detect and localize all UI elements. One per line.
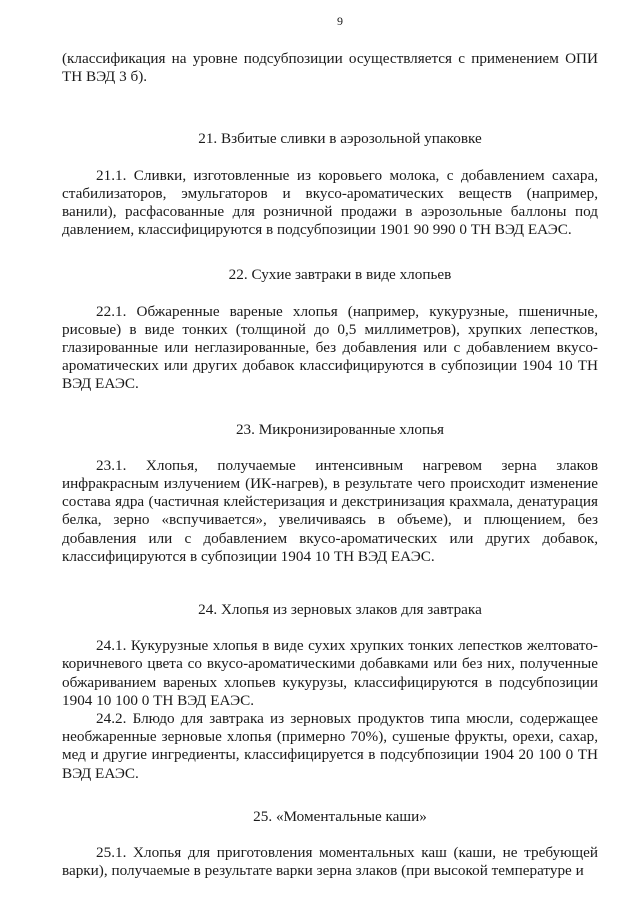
section-21-heading: 21. Взбитые сливки в аэрозольной упаковке bbox=[198, 130, 482, 148]
paragraph-23-1: 23.1. Хлопья, получаемые интенсивным нагревом зерна злаков инфракрасным излучением (ИК-нагрев), в результате чего происходит изменение состава ядра (частичная клейстеризация и декстринизация крахмала, денатурация белка, зерно «вспучивается», увеличиваясь в объеме), и плющением, без добавления или с добавлением вкусо-ароматических или других добавок, классифицируются в субпозиции 1904 10 ТН ВЭД ЕАЭС. bbox=[62, 456, 598, 565]
paragraph-24-2: 24.2. Блюдо для завтрака из зерновых продуктов типа мюсли, содержащее необжаренные зерновые хлопья (примерно 70%), сушеные фрукты, орехи, сахар, мед и другие ингредиенты, классифицируется в подсубпозиции 1904 20 100 0 ТН ВЭД ЕАЭС. bbox=[62, 710, 598, 782]
paragraph-21-1: 21.1. Сливки, изготовленные из коровьего молока, с добавлением сахара, стабилизаторов, эмульгаторов и вкусо-ароматических веществ (например, ванили), расфасованные для розничной продажи в аэрозольные баллоны под давлением, классифицируются в подсубпозиции 1901 90 990 0 ТН ВЭД ЕАЭС. bbox=[62, 166, 598, 239]
section-24-heading: 24. Хлопья из зерновых злаков для завтрака bbox=[198, 601, 482, 619]
paragraph-25-1: 25.1. Хлопья для приготовления моментальных каш (каши, не требующей варки), получаемые в результате варки зерна злаков (при высокой температуре и bbox=[62, 844, 598, 880]
paragraph-22-1: 22.1. Обжаренные вареные хлопья (например, кукурузные, пшеничные, рисовые) в виде тонких (толщиной до 0,5 миллиметров), хрупких лепестков, глазированные или неглазированные, без добавления или с добавлением вкусо-ароматических или других добавок классифицируются в субпозиции 1904 10 ТН ВЭД ЕАЭС. bbox=[62, 302, 598, 393]
paragraph-24-1: 24.1. Кукурузные хлопья в виде сухих хрупких тонких лепестков желтовато-коричневого цвета со вкусо-ароматическими добавками или без них, полученные обжариванием вареных хлопьев кукурузы, классифицируются в подсубпозиции 1904 10 100 0 ТН ВЭД ЕАЭС. bbox=[62, 637, 598, 709]
intro-paragraph: (классификация на уровне подсубпозиции осуществляется с применением ОПИ ТН ВЭД 3 б). bbox=[62, 50, 598, 86]
section-25-heading: 25. «Моментальные каши» bbox=[253, 807, 427, 825]
section-22-heading: 22. Сухие завтраки в виде хлопьев bbox=[228, 266, 452, 284]
page-number: 9 bbox=[337, 14, 343, 28]
section-23-heading: 23. Микронизированные хлопья bbox=[235, 420, 445, 438]
